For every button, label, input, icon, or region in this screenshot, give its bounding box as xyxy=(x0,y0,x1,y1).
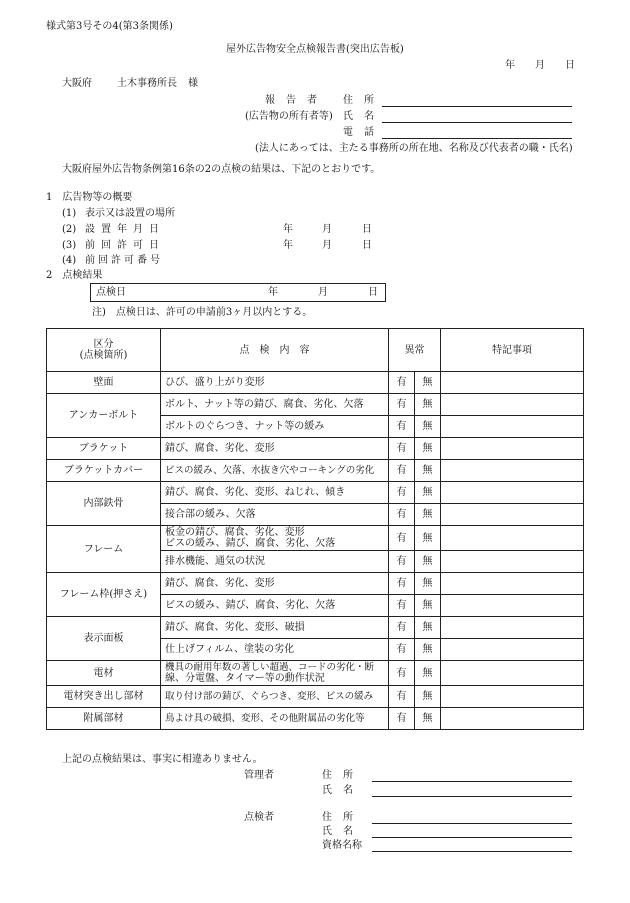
yes-option[interactable]: 有 xyxy=(389,460,415,482)
manager-address-label: 住所 xyxy=(322,770,364,781)
table-row xyxy=(47,438,584,460)
inspector-qualification-label: 資格名称 xyxy=(322,840,362,851)
yes-option[interactable]: 有 xyxy=(389,686,415,708)
table-row xyxy=(47,482,584,504)
no-option[interactable]: 無 xyxy=(415,617,441,639)
item4-label: 前回許可番号 xyxy=(85,255,163,266)
inspector-qualification-field[interactable] xyxy=(372,851,572,852)
section1-heading: 1 広告物等の概要 xyxy=(46,192,133,203)
reporter-name-field[interactable] xyxy=(382,122,572,123)
table-row xyxy=(47,460,584,482)
item3-label: 前回許可日 xyxy=(85,240,165,251)
inspector-address-field[interactable] xyxy=(372,823,572,824)
date-day-label: 日 xyxy=(565,60,575,71)
inspection-date-month: 月 xyxy=(318,287,328,298)
row-category: ブラケットカバー xyxy=(47,460,161,482)
remarks-cell[interactable] xyxy=(441,573,584,595)
row-category: 内部鉄骨 xyxy=(47,482,161,526)
item3-day: 日 xyxy=(362,240,372,251)
manager-address-field[interactable] xyxy=(372,781,572,782)
no-option[interactable]: 無 xyxy=(415,526,441,551)
table-row xyxy=(47,617,584,639)
row-category: 電材 xyxy=(47,661,161,686)
remarks-cell[interactable] xyxy=(441,708,584,730)
row-content xyxy=(161,526,389,551)
row-content-line2: 線、分電盤、タイマー等の動作状況 xyxy=(165,673,325,684)
section2-heading: 2 点検結果 xyxy=(46,270,103,281)
header-remarks: 特記事項 xyxy=(441,329,584,372)
remarks-cell[interactable] xyxy=(441,504,584,526)
manager-name-field[interactable] xyxy=(372,796,572,797)
row-content: 鳥よけ具の破損、変形、その他附属品の劣化等 xyxy=(161,708,389,730)
header-category-sub: (点検箇所) xyxy=(79,350,128,361)
remarks-cell[interactable] xyxy=(441,551,584,573)
table-row xyxy=(47,526,584,551)
row-category: 電材突き出し部材 xyxy=(47,686,161,708)
intro-text: 大阪府屋外広告物条例第16条の2の点検の結果は、下記のとおりです。 xyxy=(62,164,381,175)
row-category: 附属部材 xyxy=(47,708,161,730)
date-year-label: 年 xyxy=(505,60,515,71)
no-option[interactable]: 無 xyxy=(415,460,441,482)
row-content-line1: 機具の耐用年数の著しい超過、コードの劣化・断 xyxy=(165,662,375,673)
yes-option[interactable]: 有 xyxy=(389,394,415,416)
row-content-line2: ビスの緩み、錆び、腐食、劣化、欠落 xyxy=(165,538,336,549)
reporter-phone-label: 電話 xyxy=(343,127,385,138)
row-content: 仕上げフィルム、塗装の劣化 xyxy=(161,639,389,661)
remarks-cell[interactable] xyxy=(441,372,584,394)
table-row xyxy=(47,686,584,708)
header-abnormal: 異常 xyxy=(389,329,441,372)
no-option[interactable]: 無 xyxy=(415,708,441,730)
table-row xyxy=(47,661,584,686)
row-content: ひび、盛り上がり変形 xyxy=(161,372,389,394)
row-content: 排水機能、通気の状況 xyxy=(161,551,389,573)
declaration-text: 上記の点検結果は、事実に相違ありません。 xyxy=(62,754,263,765)
no-option[interactable]: 無 xyxy=(415,416,441,438)
no-option[interactable]: 無 xyxy=(415,394,441,416)
yes-option[interactable]: 有 xyxy=(389,526,415,551)
yes-option[interactable]: 有 xyxy=(389,595,415,617)
row-content: 取り付け部の錆び、ぐらつき、変形、ビスの緩み xyxy=(161,686,389,708)
reporter-address-field[interactable] xyxy=(382,106,572,107)
row-content: 錆び、腐食、劣化、変形、破損 xyxy=(161,617,389,639)
reporter-address-label: 住所 xyxy=(343,95,385,106)
remarks-cell[interactable] xyxy=(441,661,584,686)
table-row xyxy=(47,573,584,595)
header-category-title: 区分 xyxy=(93,339,114,350)
item3-month: 月 xyxy=(322,240,332,251)
row-category: フレーム xyxy=(47,526,161,573)
date-month-label: 月 xyxy=(535,60,545,71)
row-category: ブラケット xyxy=(47,438,161,460)
item4-num: (4) xyxy=(62,255,77,266)
yes-option[interactable]: 有 xyxy=(389,617,415,639)
no-option[interactable]: 無 xyxy=(415,482,441,504)
row-content: ボルトのぐらつき、ナット等の緩み xyxy=(161,416,389,438)
remarks-cell[interactable] xyxy=(441,460,584,482)
yes-option[interactable]: 有 xyxy=(389,372,415,394)
row-content: ビスの緩み、錆び、腐食、劣化、欠落 xyxy=(161,595,389,617)
remarks-cell[interactable] xyxy=(441,394,584,416)
manager-name-label: 氏名 xyxy=(322,785,364,796)
item3-num: (3) xyxy=(62,240,77,251)
row-content: 錆び、腐食、劣化、変形、ねじれ、傾き xyxy=(161,482,389,504)
yes-option[interactable]: 有 xyxy=(389,708,415,730)
item2-label: 設置年月日 xyxy=(85,224,165,235)
item2-year: 年 xyxy=(283,224,293,235)
remarks-cell[interactable] xyxy=(441,639,584,661)
addressee-prefecture: 大阪府 xyxy=(62,78,92,89)
yes-option[interactable]: 有 xyxy=(389,661,415,686)
yes-option[interactable]: 有 xyxy=(389,482,415,504)
no-option[interactable]: 無 xyxy=(415,639,441,661)
yes-option[interactable]: 有 xyxy=(389,573,415,595)
inspection-date-year: 年 xyxy=(268,287,278,298)
row-category: アンカーボルト xyxy=(47,394,161,438)
remarks-cell[interactable] xyxy=(441,416,584,438)
inspector-address-label: 住所 xyxy=(322,812,364,823)
addressee-office: 土木事務所長 xyxy=(117,78,177,89)
inspection-date-box[interactable] xyxy=(90,283,386,302)
inspection-date-label: 点検日 xyxy=(96,287,126,298)
remarks-cell[interactable] xyxy=(441,526,584,551)
yes-option[interactable]: 有 xyxy=(389,438,415,460)
no-option[interactable]: 無 xyxy=(415,661,441,686)
reporter-label: 報告者 xyxy=(265,95,328,106)
no-option[interactable]: 無 xyxy=(415,504,441,526)
no-option[interactable]: 無 xyxy=(415,595,441,617)
inspection-date-day: 日 xyxy=(368,287,378,298)
row-content: 接合部の緩み、欠落 xyxy=(161,504,389,526)
remarks-cell[interactable] xyxy=(441,482,584,504)
table-header-row xyxy=(47,329,584,372)
header-content: 点 検 内 容 xyxy=(161,329,389,372)
table-row xyxy=(47,372,584,394)
item2-month: 月 xyxy=(322,224,332,235)
header-category xyxy=(47,329,161,372)
yes-option[interactable]: 有 xyxy=(389,639,415,661)
reporter-phone-field[interactable] xyxy=(382,138,572,139)
row-content xyxy=(161,661,389,686)
row-category: 壁面 xyxy=(47,372,161,394)
addressee-honorific: 様 xyxy=(188,78,198,89)
item3-year: 年 xyxy=(283,240,293,251)
no-option[interactable]: 無 xyxy=(415,551,441,573)
table-row xyxy=(47,394,584,416)
form-number: 様式第3号その4(第3条関係) xyxy=(46,21,173,32)
inspector-name-label: 氏名 xyxy=(322,826,364,837)
row-content-line1: 板金の錆び、腐食、劣化、変形 xyxy=(165,527,305,538)
item1-label: 表示又は設置の場所 xyxy=(85,208,175,219)
row-category: 表示面板 xyxy=(47,617,161,661)
page-title: 屋外広告物安全点検報告書(突出広告板) xyxy=(226,44,404,55)
corporate-note: (法人にあっては、主たる事務所の所在地、名称及び代表者の職・氏名) xyxy=(255,143,573,154)
manager-label: 管理者 xyxy=(244,770,274,781)
remarks-cell[interactable] xyxy=(441,686,584,708)
yes-option[interactable]: 有 xyxy=(389,416,415,438)
row-content: 錆び、腐食、劣化、変形 xyxy=(161,438,389,460)
reporter-owner-note: (広告物の所有者等) xyxy=(245,111,333,122)
item2-num: (2) xyxy=(62,224,77,235)
inspection-note: 注) 点検日は、許可の申請前3ヶ月以内とする。 xyxy=(92,307,313,318)
row-content: ビスの緩み、欠落、水抜き穴やコーキングの劣化 xyxy=(161,460,389,482)
no-option[interactable]: 無 xyxy=(415,372,441,394)
remarks-cell[interactable] xyxy=(441,438,584,460)
inspector-label: 点検者 xyxy=(244,812,274,823)
reporter-name-label: 氏名 xyxy=(343,111,385,122)
row-content: 錆び、腐食、劣化、変形 xyxy=(161,573,389,595)
remarks-cell[interactable] xyxy=(441,595,584,617)
inspection-table xyxy=(46,328,584,730)
item1-num: (1) xyxy=(62,208,77,219)
remarks-cell[interactable] xyxy=(441,617,584,639)
no-option[interactable]: 無 xyxy=(415,573,441,595)
table-row xyxy=(47,708,584,730)
yes-option[interactable]: 有 xyxy=(389,504,415,526)
no-option[interactable]: 無 xyxy=(415,438,441,460)
item2-day: 日 xyxy=(362,224,372,235)
no-option[interactable]: 無 xyxy=(415,686,441,708)
yes-option[interactable]: 有 xyxy=(389,551,415,573)
row-content: ボルト、ナット等の錆び、腐食、劣化、欠落 xyxy=(161,394,389,416)
row-category: フレーム枠(押さえ) xyxy=(47,573,161,617)
inspector-name-field[interactable] xyxy=(372,837,572,838)
